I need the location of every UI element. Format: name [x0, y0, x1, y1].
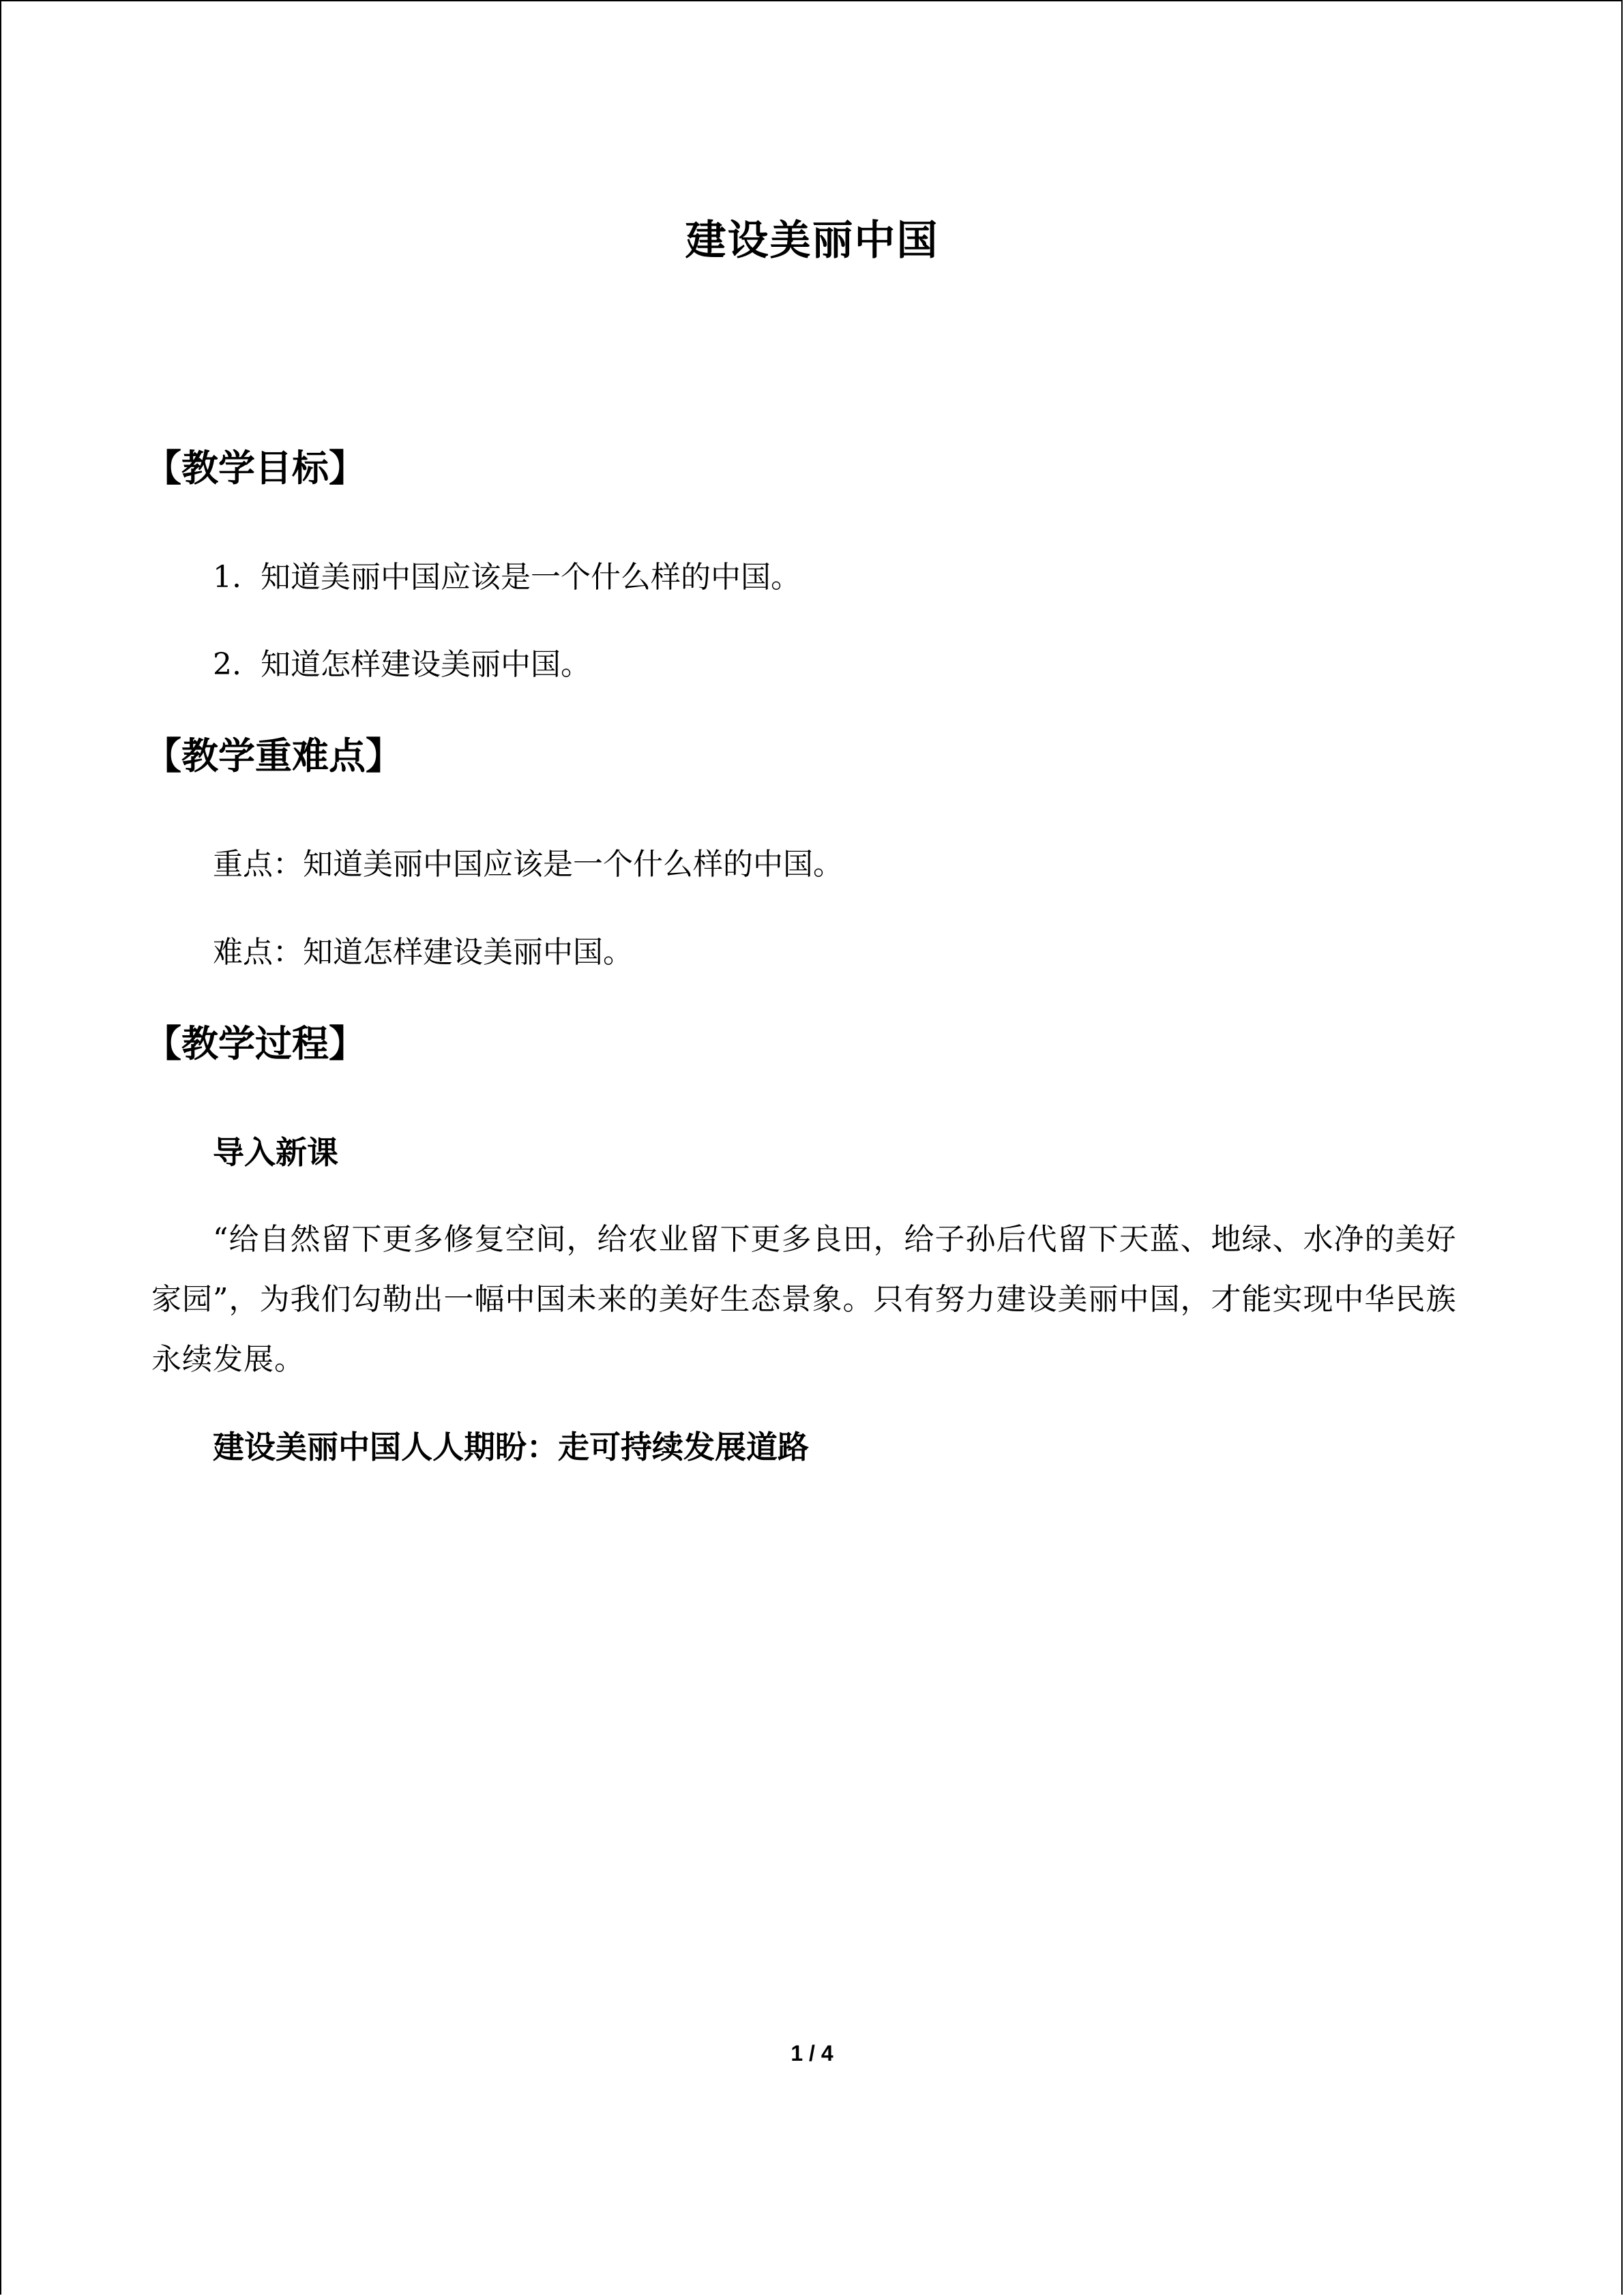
section-heading-key-points: 【教学重难点】: [145, 734, 402, 777]
intro-subheading: 导入新课: [213, 1134, 338, 1171]
difficult-point-item: 难点：知道怎样建设美丽中国。: [213, 935, 633, 970]
document-title: 建设美丽中国: [685, 217, 939, 265]
process-subheading: 建设美丽中国人人期盼：走可持续发展道路: [213, 1429, 809, 1465]
objective-item-number: 1.: [213, 560, 241, 595]
objective-item-1: [213, 554, 801, 601]
objective-item-number: 2.: [213, 647, 241, 682]
objective-item-text: 知道美丽中国应该是一个什么样的中国。: [261, 560, 801, 595]
objective-item-2: [213, 641, 591, 689]
section-heading-process: 【教学过程】: [145, 1022, 366, 1065]
objective-item-text: 知道怎样建设美丽中国。: [261, 647, 591, 682]
key-point-item: 重点：知道美丽中国应该是一个什么样的中国。: [213, 847, 843, 882]
section-heading-objectives: 【教学目标】: [145, 447, 366, 490]
intro-paragraph: “给自然留下更多修复空间，给农业留下更多良田，给子孙后代留下天蓝、地绿、水净的美好家园”，为我们勾勒出一幅中国未来的美好生态景象。只有努力建设美丽中国，才能实现中华民族永续发展。: [151, 1222, 1457, 1377]
page-number: 1 / 4: [791, 2041, 833, 2066]
